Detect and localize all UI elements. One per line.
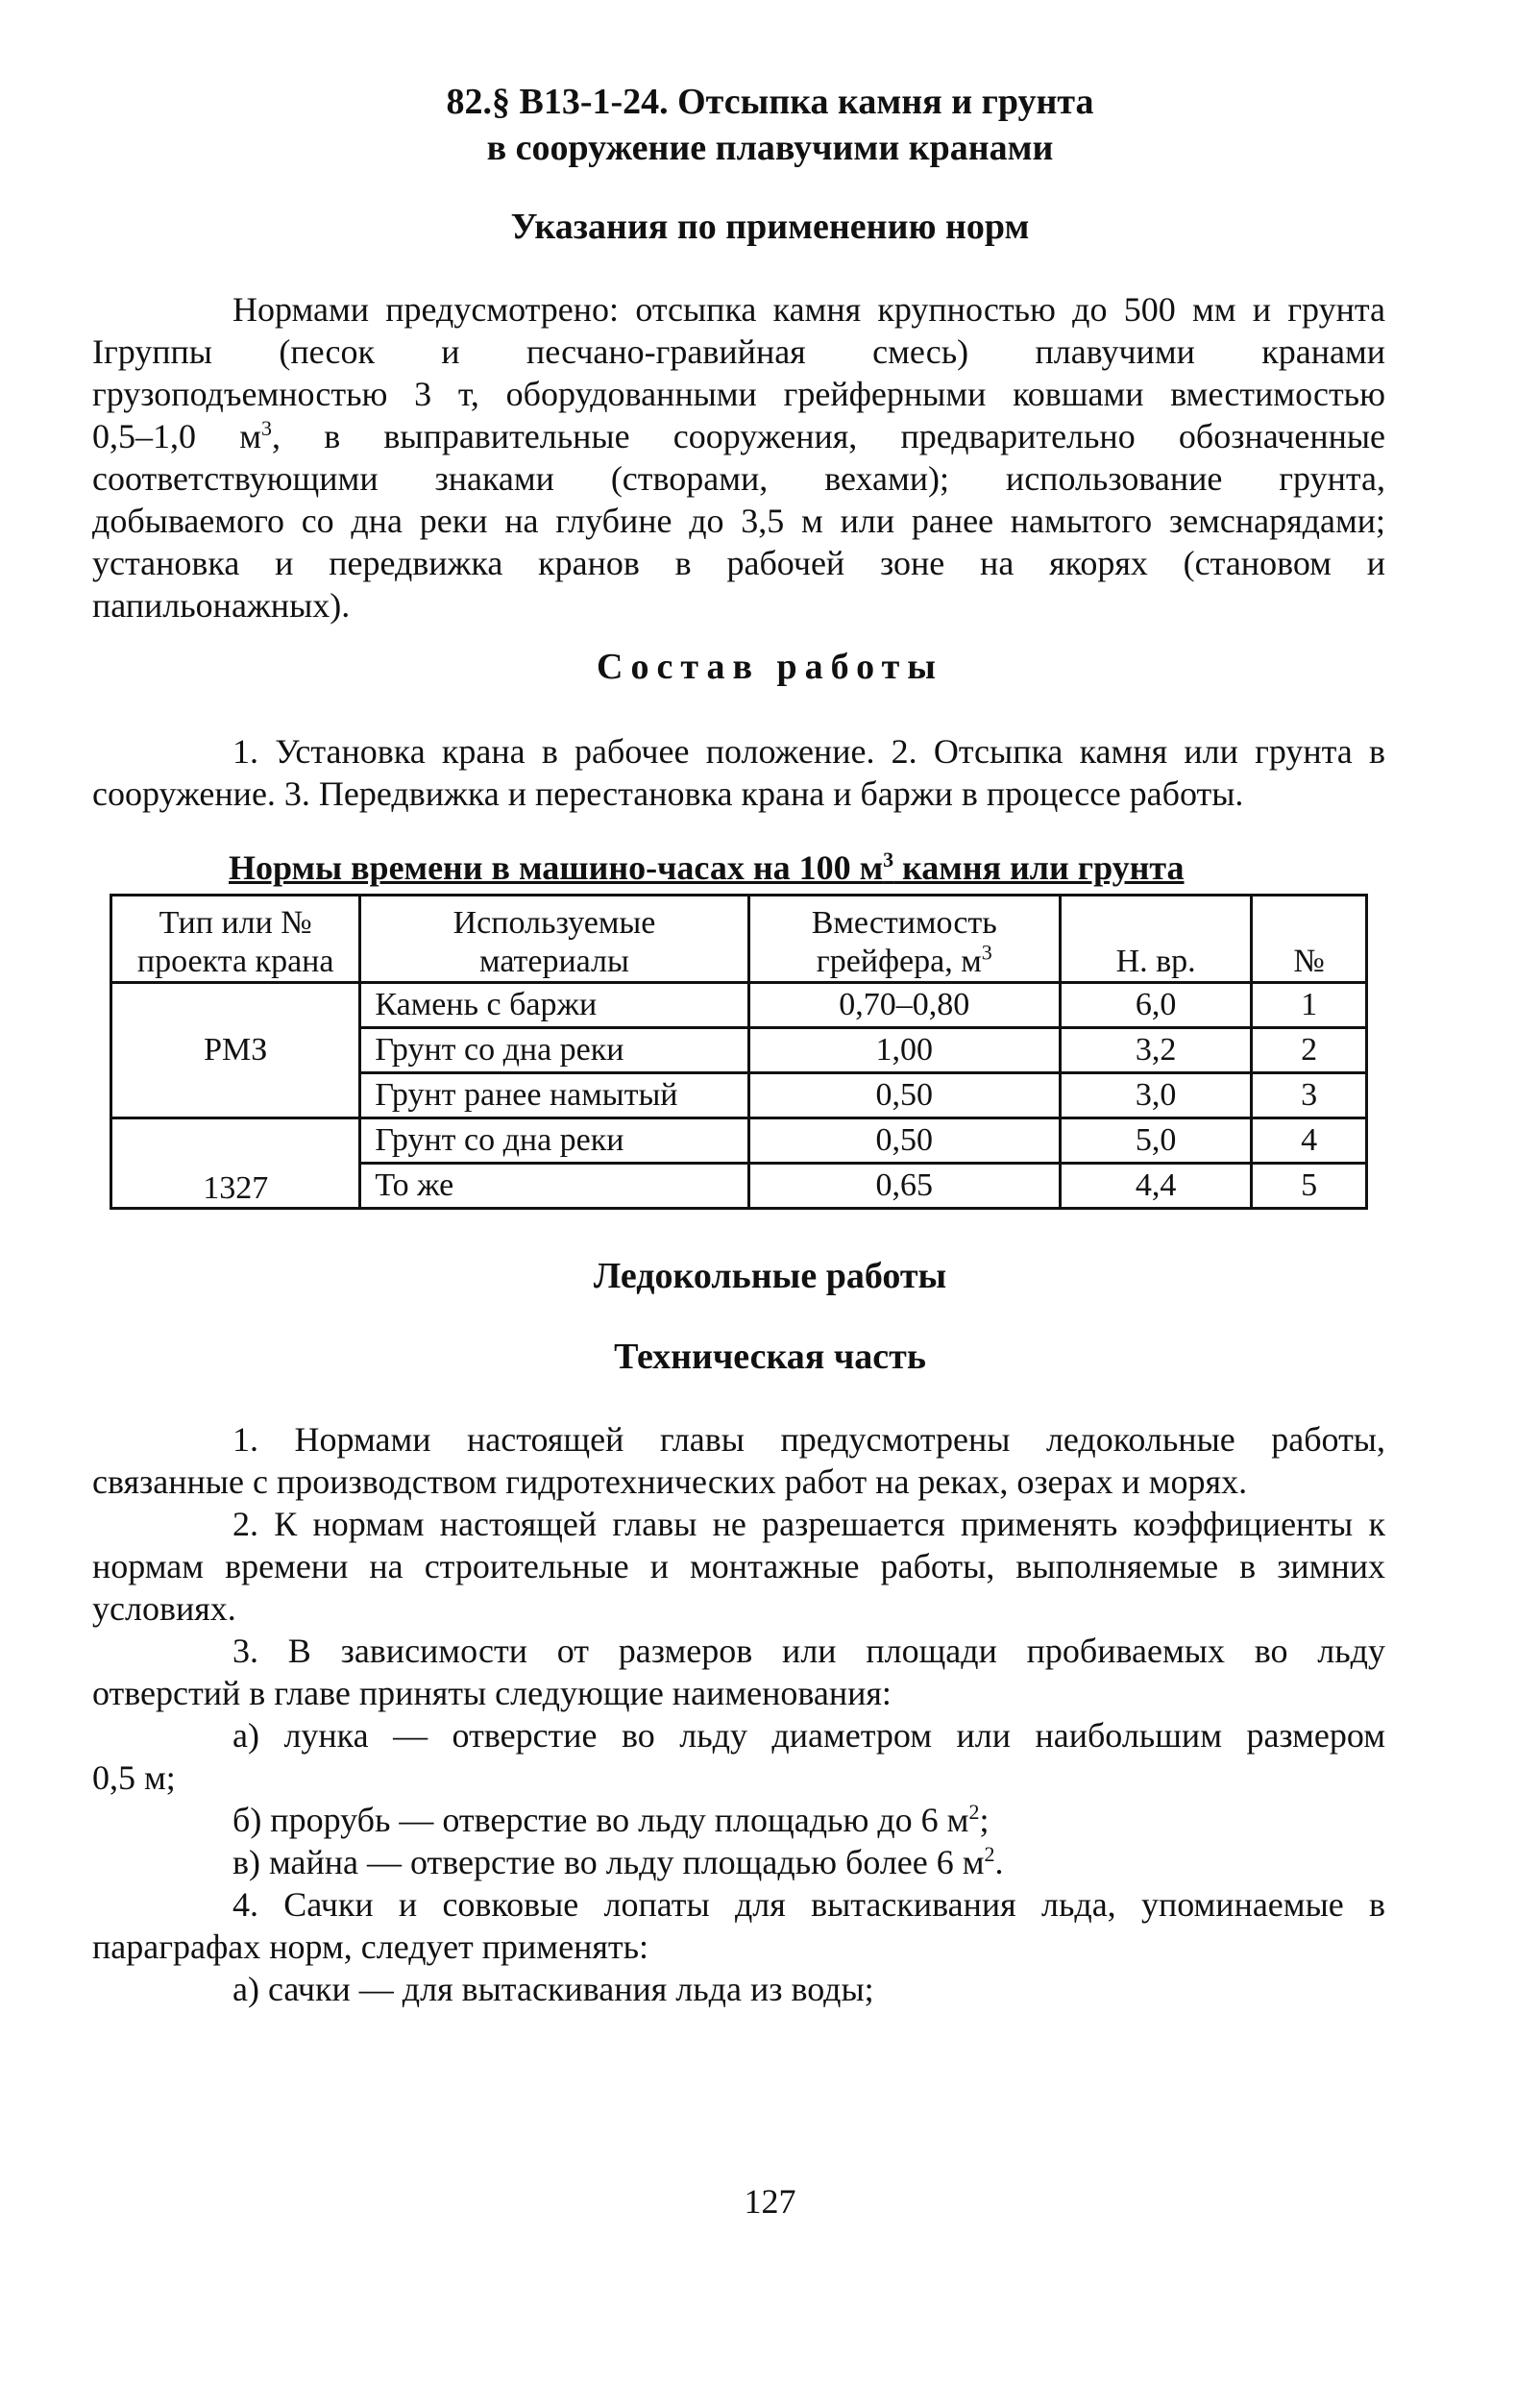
header-num: №: [1252, 896, 1367, 983]
guidelines-line: в выправительные сооружения, предварительно обозначенные: [324, 417, 1386, 455]
ice-p3a-line: 0,5 м;: [92, 1758, 176, 1797]
num-cell: 1: [1252, 983, 1367, 1028]
ice-p2-line: нормам времени на строительные и монтажные работы, выполняемые в зимних: [92, 1547, 1385, 1585]
table-row: [111, 983, 1367, 1028]
guidelines-heading: Указания по применению норм: [510, 207, 1030, 247]
num-cell: 3: [1252, 1073, 1367, 1118]
header-type-line2: проекта крана: [136, 944, 334, 979]
section-title-line2: в сооружение плавучими кранами: [486, 128, 1054, 168]
header-capacity-sup: 3: [981, 940, 992, 965]
capacity-cell: 0,70–0,80: [748, 983, 1060, 1028]
crane-type-cell: РМЗ: [111, 983, 360, 1118]
ice-p1-line: связанные с производством гидротехнических работ на реках, озерах и морях.: [92, 1462, 1248, 1501]
crane-type-cell: 1327: [111, 1118, 360, 1209]
num-cell: 2: [1252, 1028, 1367, 1073]
ice-p3a-line: а) лунка — отверстие во льду диаметром или наибольшим размером: [232, 1716, 1385, 1755]
section-title: [0, 79, 1540, 171]
header-materials-line1: Используемые: [452, 905, 656, 941]
ice-p2-line: 2. К нормам настоящей главы не разрешается применять коэффициенты к: [232, 1505, 1385, 1543]
table-caption-tail: камня или грунта: [893, 848, 1185, 887]
ice-p3b-sup: 2: [968, 1800, 980, 1824]
norms-table: [110, 894, 1368, 1210]
technical-part-heading: Техническая часть: [614, 1337, 926, 1377]
guidelines-line: установка и передвижка кранов в рабочей зоне на якорях (становом и: [92, 544, 1385, 582]
header-type: [111, 896, 360, 983]
ice-p3b-text: б) прорубь — отверстие во льду площадью до 6 м: [232, 1801, 969, 1839]
work-line: сооружение. 3. Передвижка и перестановка крана и баржи в процессе работы.: [92, 774, 1244, 813]
capacity-cell: 1,00: [748, 1028, 1060, 1073]
guidelines-line-volume: [92, 415, 1385, 457]
work-line: 1. Установка крана в рабочее положение. 2. Отсыпка камня или грунта в: [232, 732, 1385, 771]
guidelines-line: папильонажных).: [92, 586, 351, 625]
header-capacity-unit: грейфера, м: [816, 944, 982, 979]
ice-p2-line: условиях.: [92, 1589, 236, 1628]
section-title-line1: 82.§ В13-1-24. Отсыпка камня и грунта: [446, 82, 1094, 122]
ice-p3-line: 3. В зависимости от размеров или площади пробиваемых во льду: [232, 1632, 1385, 1670]
page-number: 127: [744, 2182, 796, 2221]
ice-heading: Ледокольные работы: [593, 1256, 947, 1296]
header-materials: [360, 896, 748, 983]
ice-p3c-text: в) майна — отверстие во льду площадью более 6 м: [232, 1843, 985, 1881]
guidelines-paragraph: [92, 288, 1385, 626]
norm-cell: 3,0: [1060, 1073, 1251, 1118]
header-capacity: [748, 896, 1060, 983]
header-norm: Н. вр.: [1060, 896, 1251, 983]
guidelines-line: Нормами предусмотрено: отсыпка камня крупностью до 500 мм и грунта: [232, 290, 1385, 329]
capacity-cell: 0,50: [748, 1073, 1060, 1118]
guidelines-line: добываемого со дна реки на глубине до 3,5 м или ранее намытого земснарядами;: [92, 502, 1385, 540]
capacity-cell: 0,65: [748, 1164, 1060, 1209]
ice-p3-line: отверстий в главе приняты следующие наименования:: [92, 1674, 892, 1712]
material-cell: Грунт ранее намытый: [360, 1073, 748, 1118]
volume-unit-sup: 3: [260, 416, 272, 440]
material-cell: Грунт со дна реки: [360, 1028, 748, 1073]
norm-cell: 3,2: [1060, 1028, 1251, 1073]
volume-comma: ,: [271, 417, 281, 455]
guidelines-line: грузоподъемностью 3 т, оборудованными грейферными ковшами вместимостью: [92, 375, 1385, 413]
table-row: [111, 1118, 1367, 1164]
ice-p1-line: 1. Нормами настоящей главы предусмотрены ледокольные работы,: [232, 1420, 1385, 1459]
material-cell: Грунт со дна реки: [360, 1118, 748, 1164]
ice-p4a-line: а) сачки — для вытаскивания льда из воды;: [232, 1970, 874, 2008]
guidelines-line: соответствующими знаками (створами, вехами); использование грунта,: [92, 459, 1385, 498]
ice-p3b-line: [92, 1799, 1385, 1841]
num-cell: 5: [1252, 1164, 1367, 1209]
table-caption-text: Нормы времени в машино-часах на 100 м: [229, 848, 884, 887]
table-caption: [229, 847, 1185, 888]
work-paragraph: [92, 730, 1385, 815]
ice-p4-line: 4. Сачки и совковые лопаты для вытаскивания льда, упоминаемые в: [232, 1885, 1385, 1924]
ice-text: [92, 1418, 1385, 2010]
material-cell: Камень с баржи: [360, 983, 748, 1028]
capacity-cell: 0,50: [748, 1118, 1060, 1164]
norm-cell: 5,0: [1060, 1118, 1251, 1164]
norm-cell: 6,0: [1060, 983, 1251, 1028]
ice-p3b-end: ;: [979, 1801, 990, 1839]
header-type-line1: Тип или №: [159, 905, 312, 941]
table-header-row: [111, 896, 1367, 983]
header-capacity-line1: Вместимость: [811, 905, 997, 941]
guidelines-line: Iгруппы (песок и песчано-гравийная смесь) плавучими кранами: [92, 332, 1385, 371]
work-heading: Состав работы: [597, 647, 943, 687]
ice-p3c-sup: 2: [984, 1842, 995, 1866]
ice-p3c-end: .: [994, 1843, 1004, 1881]
volume-range: 0,5–1,0 м: [92, 417, 261, 455]
header-materials-line2: материалы: [479, 944, 629, 979]
num-cell: 4: [1252, 1118, 1367, 1164]
ice-p3c-line: [92, 1841, 1385, 1883]
norm-cell: 4,4: [1060, 1164, 1251, 1209]
material-cell: То же: [360, 1164, 748, 1209]
header-capacity-line2: [754, 940, 1055, 981]
table-caption-sup: 3: [883, 847, 894, 872]
ice-p4-line: параграфах норм, следует применять:: [92, 1928, 649, 1966]
